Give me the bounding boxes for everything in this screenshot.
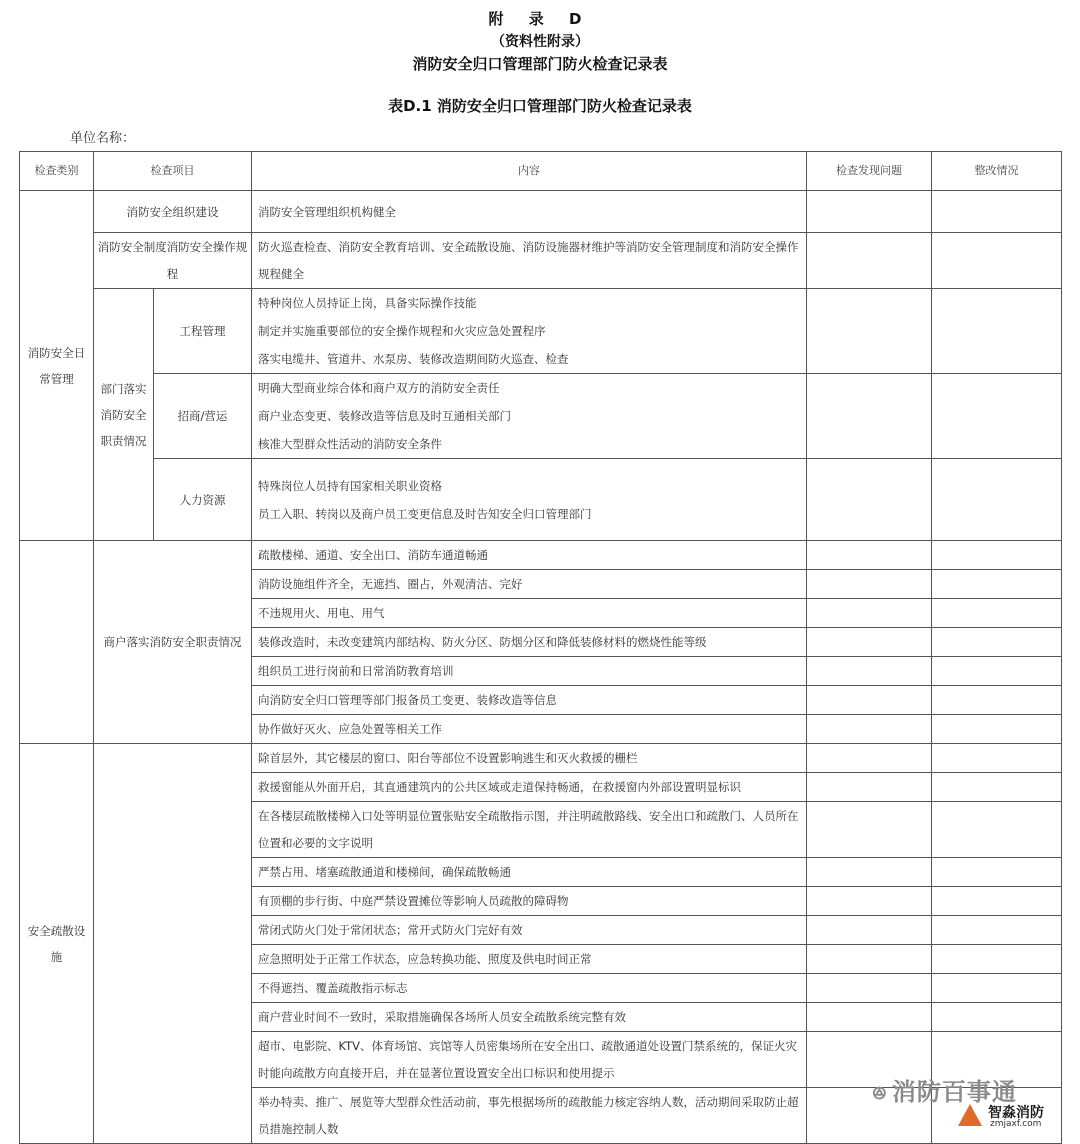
watermark-text: 消防百事通 — [891, 1078, 1017, 1106]
problems-cell[interactable] — [807, 945, 932, 974]
content-cell: 举办特卖、推广、展览等大型群众性活动前，事先根据场所的疏散能力核定容纳人数，活动期间采取防止超员措施控制人数 — [252, 1088, 807, 1144]
problems-cell[interactable] — [807, 374, 932, 459]
rectification-cell[interactable] — [932, 191, 1062, 233]
wechat-icon: ꔮ — [872, 1083, 888, 1105]
rectification-cell[interactable] — [932, 715, 1062, 744]
content-cell — [252, 289, 807, 374]
problems-cell[interactable] — [807, 715, 932, 744]
rectification-cell[interactable] — [932, 773, 1062, 802]
rectification-cell[interactable] — [932, 628, 1062, 657]
content-cell: 除首层外，其它楼层的窗口、阳台等部位不设置影响逃生和灭火救援的栅栏 — [252, 744, 807, 773]
rectification-cell[interactable] — [932, 887, 1062, 916]
content-line: 商户业态变更、装修改造等信息及时互通相关部门 — [258, 409, 511, 423]
problems-cell[interactable] — [807, 599, 932, 628]
content-cell: 组织员工进行岗前和日常消防教育培训 — [252, 657, 807, 686]
problems-cell[interactable] — [807, 887, 932, 916]
header-rectification: 整改情况 — [932, 152, 1062, 191]
problems-cell[interactable] — [807, 686, 932, 715]
table-row — [20, 459, 1062, 541]
rectification-cell[interactable] — [932, 459, 1062, 541]
content-cell: 救援窗能从外面开启，其直通建筑内的公共区域或走道保持畅通，在救援窗内外部设置明显标识 — [252, 773, 807, 802]
content-cell — [252, 374, 807, 459]
content-cell: 在各楼层疏散楼梯入口处等明显位置张贴安全疏散指示图，并注明疏散路线、安全出口和疏散门、人员所在位置和必要的文字说明 — [252, 802, 807, 858]
problems-cell[interactable] — [807, 916, 932, 945]
content-line: 特殊岗位人员持有国家相关职业资格 — [258, 478, 442, 493]
category-cell: 消防安全日常管理 — [20, 191, 94, 541]
content-cell: 严禁占用、堵塞疏散通道和楼梯间，确保疏散畅通 — [252, 858, 807, 887]
content-line: 员工入职、转岗以及商户员工变更信息及时告知安全归口管理部门 — [258, 506, 592, 521]
content-line: 核准大型群众性活动的消防安全条件 — [258, 437, 442, 451]
rectification-cell[interactable] — [932, 599, 1062, 628]
problems-cell[interactable] — [807, 541, 932, 570]
table-row — [20, 374, 1062, 459]
document-title: 消防安全归口管理部门防火检查记录表 — [412, 55, 668, 73]
content-line: 特种岗位人员持证上岗，具备实际操作技能 — [258, 296, 477, 310]
header-problems: 检查发现问题 — [807, 152, 932, 191]
triangle-logo-icon — [958, 1104, 982, 1126]
content-line: 落实电缆井、管道井、水泵房、装修改造期间防火巡查、检查 — [258, 352, 569, 366]
brand-name: 智淼消防 — [988, 1105, 1044, 1121]
inspection-table — [19, 151, 1062, 1144]
problems-cell[interactable] — [807, 459, 932, 541]
problems-cell[interactable] — [807, 974, 932, 1003]
rectification-cell[interactable] — [932, 289, 1062, 374]
table-row — [20, 744, 1062, 773]
content-cell: 有顶棚的步行街、中庭严禁设置摊位等影响人员疏散的障碍物 — [252, 887, 807, 916]
header-item: 检查项目 — [94, 152, 252, 191]
table-row — [20, 541, 1062, 570]
problems-cell[interactable] — [807, 858, 932, 887]
rectification-cell[interactable] — [932, 657, 1062, 686]
problems-cell[interactable] — [807, 191, 932, 233]
content-cell — [252, 459, 807, 541]
content-cell: 商户营业时间不一致时，采取措施确保各场所人员安全疏散系统完整有效 — [252, 1003, 807, 1032]
problems-cell[interactable] — [807, 657, 932, 686]
rectification-cell[interactable] — [932, 233, 1062, 289]
content-cell: 装修改造时，未改变建筑内部结构、防火分区、防烟分区和降低装修材料的燃烧性能等级 — [252, 628, 807, 657]
item-cell: 工程管理 — [154, 289, 252, 374]
category-cell: 安全疏散设施 — [20, 744, 94, 1144]
department-cell: 部门落实消防安全职责情况 — [94, 289, 154, 541]
content-cell: 防火巡查检查、消防安全教育培训、安全疏散设施、消防设施器材维护等消防安全管理制度和消防安全操作规程健全 — [252, 233, 807, 289]
brand-url: zmjaxf.com — [990, 1119, 1042, 1129]
rectification-cell[interactable] — [932, 541, 1062, 570]
rectification-cell[interactable] — [932, 686, 1062, 715]
rectification-cell[interactable] — [932, 858, 1062, 887]
appendix-note: （资料性附录） — [491, 34, 589, 50]
rectification-cell[interactable] — [932, 570, 1062, 599]
table-row — [20, 289, 1062, 374]
problems-cell[interactable] — [807, 802, 932, 858]
content-cell: 协作做好灭火、应急处置等相关工作 — [252, 715, 807, 744]
problems-cell[interactable] — [807, 233, 932, 289]
content-cell: 不得遮挡、覆盖疏散指示标志 — [252, 974, 807, 1003]
item-cell — [94, 744, 252, 1144]
item-cell: 招商/营运 — [154, 374, 252, 459]
content-cell: 应急照明处于正常工作状态，应急转换功能、照度及供电时间正常 — [252, 945, 807, 974]
rectification-cell[interactable] — [932, 374, 1062, 459]
content-line: 明确大型商业综合体和商户双方的消防安全责任 — [258, 381, 500, 395]
content-cell: 向消防安全归口管理等部门报备员工变更、装修改造等信息 — [252, 686, 807, 715]
header-category: 检查类别 — [20, 152, 94, 191]
content-cell: 消防安全管理组织机构健全 — [252, 191, 807, 233]
category-cell — [20, 541, 94, 744]
rectification-cell[interactable] — [932, 916, 1062, 945]
rectification-cell[interactable] — [932, 744, 1062, 773]
rectification-cell[interactable] — [932, 974, 1062, 1003]
problems-cell[interactable] — [807, 744, 932, 773]
content-cell: 超市、电影院、KTV、体育场馆、宾馆等人员密集场所在安全出口、疏散通道处设置门禁系统的，保证火灾时能向疏散方向直接开启，并在显著位置设置安全出口标识和使用提示 — [252, 1032, 807, 1088]
table-header-row — [20, 152, 1062, 191]
brand-logo — [958, 1102, 1058, 1132]
content-cell: 不违规用火、用电、用气 — [252, 599, 807, 628]
header-content: 内容 — [252, 152, 807, 191]
appendix-heading: 附 录 D — [488, 10, 592, 28]
item-cell: 商户落实消防安全职责情况 — [94, 541, 252, 744]
unit-name-label: 单位名称： — [70, 131, 136, 146]
item-cell: 消防安全组织建设 — [94, 191, 252, 233]
table-row — [20, 191, 1062, 233]
table-title: 表D.1 消防安全归口管理部门防火检查记录表 — [388, 97, 692, 115]
rectification-cell[interactable] — [932, 945, 1062, 974]
rectification-cell[interactable] — [932, 1003, 1062, 1032]
table-row — [20, 233, 1062, 289]
problems-cell[interactable] — [807, 1003, 932, 1032]
problems-cell[interactable] — [807, 628, 932, 657]
content-line: 制定并实施重要部位的安全操作规程和火灾应急处置程序 — [258, 324, 546, 338]
content-cell: 消防设施组件齐全，无遮挡、圈占，外观清洁、完好 — [252, 570, 807, 599]
rectification-cell[interactable] — [932, 802, 1062, 858]
item-cell: 消防安全制度消防安全操作规程 — [94, 233, 252, 289]
content-cell: 疏散楼梯、通道、安全出口、消防车通道畅通 — [252, 541, 807, 570]
problems-cell[interactable] — [807, 570, 932, 599]
problems-cell[interactable] — [807, 773, 932, 802]
item-cell: 人力资源 — [154, 459, 252, 541]
problems-cell[interactable] — [807, 289, 932, 374]
content-cell: 常闭式防火门处于常闭状态；常开式防火门完好有效 — [252, 916, 807, 945]
